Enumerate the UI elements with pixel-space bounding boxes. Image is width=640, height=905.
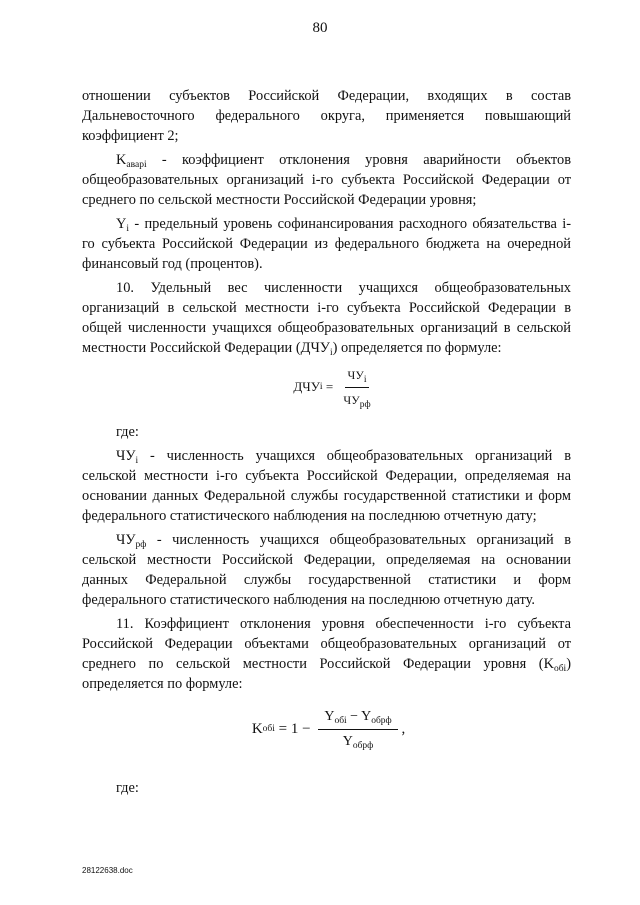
formula-equals: = xyxy=(322,379,337,394)
symbol-y: Y xyxy=(116,216,127,232)
formula-fraction xyxy=(340,365,373,410)
symbol-subscript: i xyxy=(126,224,130,234)
symbol-subscript: аварi xyxy=(126,160,147,170)
formula-k-ob: K обi = 1 − $\frac{Y_{обi} - Y_{обрф}}{Y_{обрф}}$ , xyxy=(251,708,406,751)
where-label: где: xyxy=(116,424,139,440)
document-body xyxy=(82,86,571,798)
paragraph-chu-rf: $ЧУ_{рф}$ - численность учащихся общеобразовательных организаций в сельской местности Российской Федерации, определяемая на основании данных Федеральной службы государственной статистики и форм федерального статистического наблюдения на последнюю отчетную дату. xyxy=(82,532,571,608)
paragraph-continuation: отношении субъектов Российской Федерации, входящих в состав Дальневосточного федерального округа, применяется повышающий коэффициент 2; xyxy=(82,88,571,144)
fraction-numerator: $ЧУ_i$ xyxy=(345,365,370,388)
footer-filename: 28122638.doc xyxy=(82,866,133,875)
where-label: где: xyxy=(116,780,139,796)
fraction-denominator: $ЧУ_{рф}$ xyxy=(343,392,371,410)
symbol-k: K xyxy=(116,152,127,168)
formula-lhs: K xyxy=(251,721,263,737)
formula-fraction xyxy=(318,707,397,752)
paragraph-k-avar: $K_{аварi}$ - коэффициент отклонения уровня аварийности объектов общеобразовательных организаций i-го субъекта Российской Федерации от среднего по сельской местности Российской Федерации уровня; xyxy=(82,152,571,208)
formula-tail: , xyxy=(397,721,406,737)
formula-equals: = 1 − xyxy=(274,721,315,737)
page-number: 80 xyxy=(312,20,328,36)
paragraph-y: $Y_i$ - предельный уровень софинансирования расходного обязательства i-го субъекта Российской Федерации из федерального бюджета на очередной финансовый год (процентов). xyxy=(82,216,571,272)
paragraph-chu-i: $ЧУ_i$ - численность учащихся общеобразовательных организаций в сельской местности i-го субъекта Российской Федерации, определяемая на основании данных Федеральной службы государственной статистики и форм федерального статистического наблюдения на последнюю отчетную дату; xyxy=(82,448,571,524)
formula-dchu: ДЧУ i = $\frac{ЧУ_i}{ЧУ_{рф}}$ xyxy=(82,358,571,416)
fraction-denominator: $Y_{обрф}$ xyxy=(342,733,374,751)
paragraph-11: 11. Коэффициент отклонения уровня обеспеченности i-го субъекта Российской Федерации объектами общеобразовательных организаций от среднего по сельской местности Российской Федерации уровня $(K_{обi})$ определяется по формуле: xyxy=(82,616,571,692)
paragraph-10: 10. Удельный вес численности учащихся общеобразовательных организаций в сельской местности i-го субъекта Российской Федерации в общей численности учащихся общеобразовательных организаций в сельской местности Российской Федерации $(ДЧУ_i)$ определяется по формуле: xyxy=(82,280,571,358)
formula-lhs: ДЧУ xyxy=(293,379,320,394)
fraction-numerator: $Y_{обi} - Y_{обрф}$ xyxy=(318,707,397,730)
